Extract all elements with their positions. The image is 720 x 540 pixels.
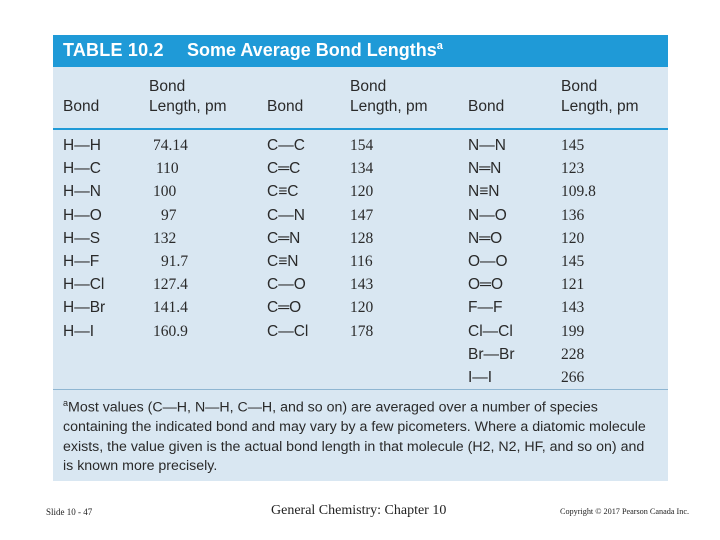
length-cell: 266 — [561, 368, 585, 386]
bond-cell: C≡C — [267, 183, 299, 201]
copyright-notice: Copyright © 2017 Pearson Canada Inc. — [560, 507, 690, 516]
header-bond-2: Bond — [267, 98, 304, 115]
table-number: TABLE 10.2 — [63, 40, 164, 60]
bond-cell: H—S — [63, 229, 101, 247]
length-cell: 123 — [561, 160, 585, 178]
bond-cell: N═O — [468, 229, 503, 247]
bond-cell: C═C — [267, 160, 301, 178]
length-cell: 145 — [561, 252, 585, 270]
bond-cell: F—F — [468, 299, 503, 317]
length-cell: 120 — [561, 229, 585, 247]
bond-cell: C═O — [267, 299, 302, 317]
length-cell: 143 — [350, 276, 374, 294]
length-cell: 143 — [561, 299, 585, 317]
length-cell: 110 — [156, 160, 179, 178]
bond-length-table — [53, 35, 668, 481]
length-column-3 — [561, 134, 596, 389]
header-length-3-line1: Bond — [561, 78, 598, 95]
length-cell: 141.4 — [153, 299, 188, 317]
bond-cell: H—Br — [63, 299, 106, 317]
table-footnote — [63, 394, 658, 477]
length-cell: 116 — [350, 252, 373, 270]
bond-cell: C—C — [267, 137, 305, 154]
length-cell: 120 — [350, 183, 374, 201]
bond-column-3 — [468, 134, 515, 389]
header-bond-3: Bond — [468, 98, 505, 115]
length-cell: 91.7 — [161, 252, 189, 270]
table-title-bar — [53, 35, 668, 67]
length-cell: 120 — [350, 299, 374, 317]
table-title-footnote-marker: a — [436, 40, 443, 52]
length-cell: 127.4 — [153, 276, 188, 294]
length-cell: 100 — [153, 183, 177, 201]
length-column-1 — [153, 134, 188, 343]
footnote-divider — [53, 389, 668, 390]
bond-cell: I—I — [468, 368, 493, 386]
length-cell: 228 — [561, 345, 585, 363]
length-cell: 145 — [561, 137, 585, 154]
length-cell: 109.8 — [561, 183, 596, 201]
bond-cell: H—I — [63, 322, 94, 340]
bond-cell: H—C — [63, 160, 101, 178]
bond-cell: N≡N — [468, 183, 500, 201]
bond-cell: C—O — [267, 276, 306, 294]
bond-cell: C═N — [267, 229, 301, 247]
bond-cell: O═O — [468, 276, 504, 294]
bond-cell: N—N — [468, 137, 506, 154]
course-title: General Chemistry: Chapter 10 — [271, 503, 447, 518]
footnote-marker: a — [63, 398, 69, 408]
length-cell: 132 — [153, 229, 177, 247]
length-cell: 97 — [161, 206, 177, 224]
length-cell: 199 — [561, 322, 585, 340]
length-cell: 121 — [561, 276, 585, 294]
length-cell: 128 — [350, 229, 374, 247]
footnote-text: Most values (C—H, N—H, C—H, and so on) are averaged over a number of species containing the indicated bond and may vary by a few picometers. Where a diatomic molecule exists, the value given is the actual bond length in that molecule (H2, N2, HF, and so on) and is known more precisely. — [63, 399, 646, 475]
header-length-2-line2: Length, pm — [350, 98, 428, 115]
bond-cell: H—F — [63, 252, 100, 270]
bond-cell: Cl—Cl — [468, 322, 513, 340]
length-cell: 134 — [350, 160, 374, 178]
table-title-text: Some Average Bond Lengths — [187, 40, 437, 60]
bond-cell: C—Cl — [267, 322, 309, 340]
bond-cell: C—N — [267, 206, 305, 224]
bond-cell: N═N — [468, 160, 502, 178]
bond-cell: H—N — [63, 183, 101, 201]
length-cell: 154 — [350, 137, 374, 154]
bond-cell: H—Cl — [63, 276, 105, 294]
length-cell: 147 — [350, 206, 374, 224]
bond-cell: H—H — [63, 137, 101, 154]
length-column-2 — [350, 134, 373, 343]
header-length-1-line1: Bond — [149, 78, 186, 95]
bond-cell: O—O — [468, 252, 508, 270]
bond-cell: Br—Br — [468, 345, 515, 363]
slide-number: Slide 10 - 47 — [46, 507, 93, 517]
length-cell: 160.9 — [153, 322, 188, 340]
header-bond-1: Bond — [63, 98, 100, 115]
bond-cell: H—O — [63, 206, 102, 224]
length-cell: 178 — [350, 322, 374, 340]
bond-column-2 — [267, 134, 308, 343]
bond-cell: C≡N — [267, 252, 299, 270]
bond-cell: N—O — [468, 206, 507, 224]
bond-column-1 — [63, 134, 105, 343]
header-length-3-line2: Length, pm — [561, 98, 639, 115]
header-length-2-line1: Bond — [350, 78, 387, 95]
table-title — [187, 40, 443, 61]
header-divider — [53, 128, 668, 130]
header-length-1-line2: Length, pm — [149, 98, 227, 115]
length-cell: 74.14 — [153, 137, 188, 154]
length-cell: 136 — [561, 206, 585, 224]
